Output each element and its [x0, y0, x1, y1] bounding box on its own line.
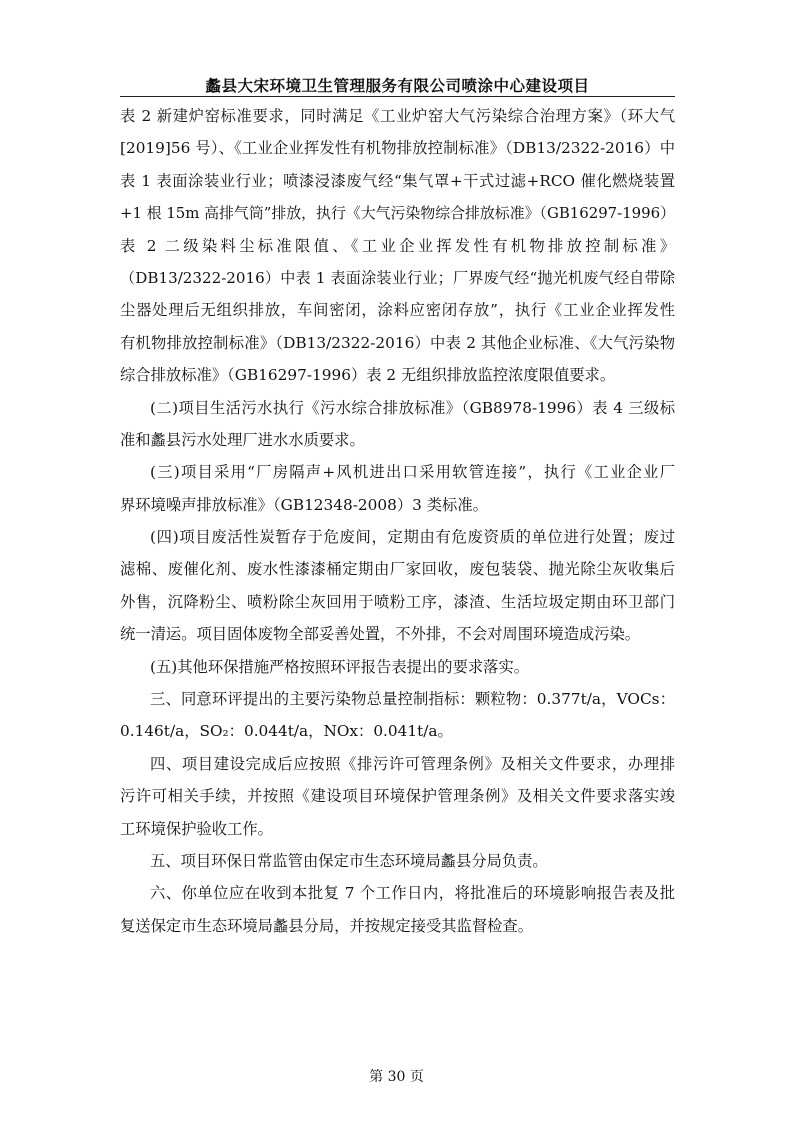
- text-line: (二)项目生活污水执行《污水综合排放标准》（GB8978-1996）表 4 三级标: [150, 398, 675, 417]
- text-line: 五、项目环保日常监管由保定市生态环境局蠡县分局负责。: [150, 851, 548, 870]
- text-line: [2019]56 号）、《工业企业挥发性有机物排放控制标准》（DB13/2322-2016）中: [120, 139, 675, 158]
- text-line: 工环境保护验收工作。: [120, 819, 273, 838]
- text-line: (五)其他环保措施严格按照环评报告表提出的要求落实。: [150, 657, 530, 676]
- text-line: 复送保定市生态环境局蠡县分局，并按规定接受其监督检查。: [120, 916, 534, 935]
- text-line: (四)项目废活性炭暂存于危废间，定期由有危废资质的单位进行处置；废过: [150, 528, 675, 547]
- text-line: 统一清运。项目固体废物全部妥善处置，不外排，不会对周围环境造成污染。: [120, 625, 641, 644]
- document-body: [120, 100, 675, 942]
- text-line: 有机物排放控制标准》（DB13/2322-2016）中表 2 其他企业标准、《大气污染物: [120, 333, 675, 352]
- text-line: 滤棉、废催化剂、废水性漆漆桶定期由厂家回收，废包装袋、抛光除尘灰收集后: [120, 560, 675, 579]
- text-line: 三、同意环评提出的主要污染物总量控制指标：颗粒物：0.377t/a，VOCs：: [150, 690, 675, 709]
- text-line: 准和蠡县污水处理厂进水水质要求。: [120, 430, 365, 449]
- text-line: 界环境噪声排放标准》（GB12348-2008）3 类标准。: [120, 495, 488, 514]
- text-line: 尘器处理后无组织排放，车间密闭，涂料应密闭存放”，执行《工业企业挥发性: [120, 301, 675, 320]
- text-line: 污许可相关手续，并按照《建设项目环境保护管理条例》及相关文件要求落实竣: [120, 787, 675, 806]
- text-line: 表 2 新建炉窑标准要求，同时满足《工业炉窑大气污染综合治理方案》（环大气: [120, 107, 675, 125]
- header-divider: [120, 96, 675, 97]
- text-line: +1 根 15m 高排气筒”排放，执行《大气污染物综合排放标准》（GB16297-1996）: [120, 204, 675, 223]
- text-line: 外售，沉降粉尘、喷粉除尘灰回用于喷粉工序，漆渣、生活垃圾定期由环卫部门: [120, 592, 675, 611]
- text-line: 四、项目建设完成后应按照《排污许可管理条例》及相关文件要求，办理排: [150, 754, 675, 773]
- page-number: 第 30 页: [369, 1069, 424, 1085]
- text-line: 六、你单位应在收到本批复 7 个工作日内，将批准后的环境影响报告表及批: [150, 884, 675, 903]
- text-line: 综合排放标准》（GB16297-1996）表 2 无组织排放监控浓度限值要求。: [120, 366, 616, 385]
- page-header-title: 蠡县大宋环境卫生管理服务有限公司喷涂中心建设项目: [205, 76, 590, 95]
- text-line: 表 2 二级染料尘标准限值、《工业企业挥发性有机物排放控制标准》: [120, 236, 675, 255]
- text-line: （DB13/2322-2016）中表 1 表面涂装业行业；厂界废气经“抛光机废气经自带除: [120, 268, 675, 287]
- text-line: 0.146t/a，SO₂：0.044t/a，NOx：0.041t/a。: [120, 722, 453, 741]
- text-line: 表 1 表面涂装业行业；喷漆浸漆废气经“集气罩+干式过滤+RCO 催化燃烧装置: [120, 171, 675, 190]
- text-line: (三)项目采用“厂房隔声+风机进出口采用软管连接”，执行《工业企业厂: [150, 463, 675, 482]
